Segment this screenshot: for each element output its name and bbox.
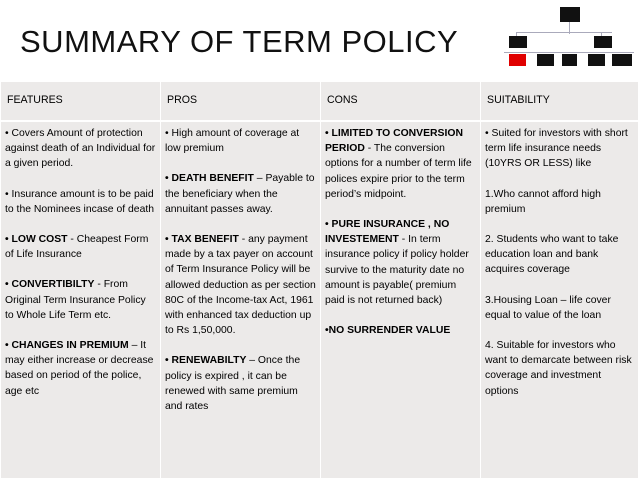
cons-item: • LIMITED TO CONVERSION PERIOD - The conversion options for a number of term life polices expire prior to the term period’s midpoint. (325, 128, 472, 200)
pros-item: • High amount of coverage at low premium (165, 128, 300, 155)
org-chart-icon (504, 4, 636, 70)
column-header-suitability: SUITABILITY (481, 82, 638, 122)
pros-cell (161, 121, 321, 479)
suitability-item: • Suited for investors with short term life insurance needs (10YRS OR LESS) like (485, 128, 628, 170)
features-cell (1, 121, 161, 479)
cons-cell (321, 121, 481, 479)
column-header-pros: PROS (161, 82, 321, 122)
suitability-item: 1.Who cannot afford high premium (485, 188, 601, 215)
table-row (1, 121, 638, 479)
features-item: • Covers Amount of protection against death of an Individual for a given period. (5, 128, 156, 170)
table-header-row (1, 82, 638, 122)
column-header-cons: CONS (321, 82, 481, 122)
suitability-item: 3.Housing Loan – life cover equal to value of the loan (485, 294, 611, 321)
cons-item: • PURE INSURANCE , NO INVESTEMENT - In term insurance policy if policy holder survive to the maturity date no amount is payable( premium paid is not returned back) (325, 219, 469, 307)
suitability-item: 2. Students who want to take education loan and bank acquires coverage (485, 234, 619, 276)
pros-item: • TAX BENEFIT - any payment made by a tax payer on account of Term Insurance Policy will be allowed deduction as per section 80C of the Income-tax Act, 1961 with enhanced tax deduction up to Rs 1,50,000. (165, 234, 316, 337)
features-item: • CHANGES IN PREMIUM – It may either increase or decrease based on period of the police, age etc (5, 340, 154, 397)
pros-item: • RENEWABILTY – Once the policy is expired , it can be renewed with same premium and rates (165, 355, 301, 413)
summary-table (0, 81, 638, 479)
features-item: • LOW COST - Cheapest Form of Life Insurance (5, 234, 149, 261)
pros-item: • DEATH BENEFIT – Payable to the beneficiary when the annuitant passes away. (165, 173, 315, 215)
column-header-features: FEATURES (1, 82, 161, 122)
features-item: • Insurance amount is to be paid to the Nominees incase of death (5, 188, 155, 215)
features-item: • CONVERTIBILTY - From Original Term Insurance Policy to Whole Life Term etc. (5, 279, 146, 321)
suitability-cell (481, 121, 638, 479)
page-title: SUMMARY OF TERM POLICY (20, 24, 459, 59)
cons-item: •NO SURRENDER VALUE (325, 325, 451, 337)
suitability-item: 4. Suitable for investors who want to demarcate between risk coverage and investment options (485, 340, 632, 397)
